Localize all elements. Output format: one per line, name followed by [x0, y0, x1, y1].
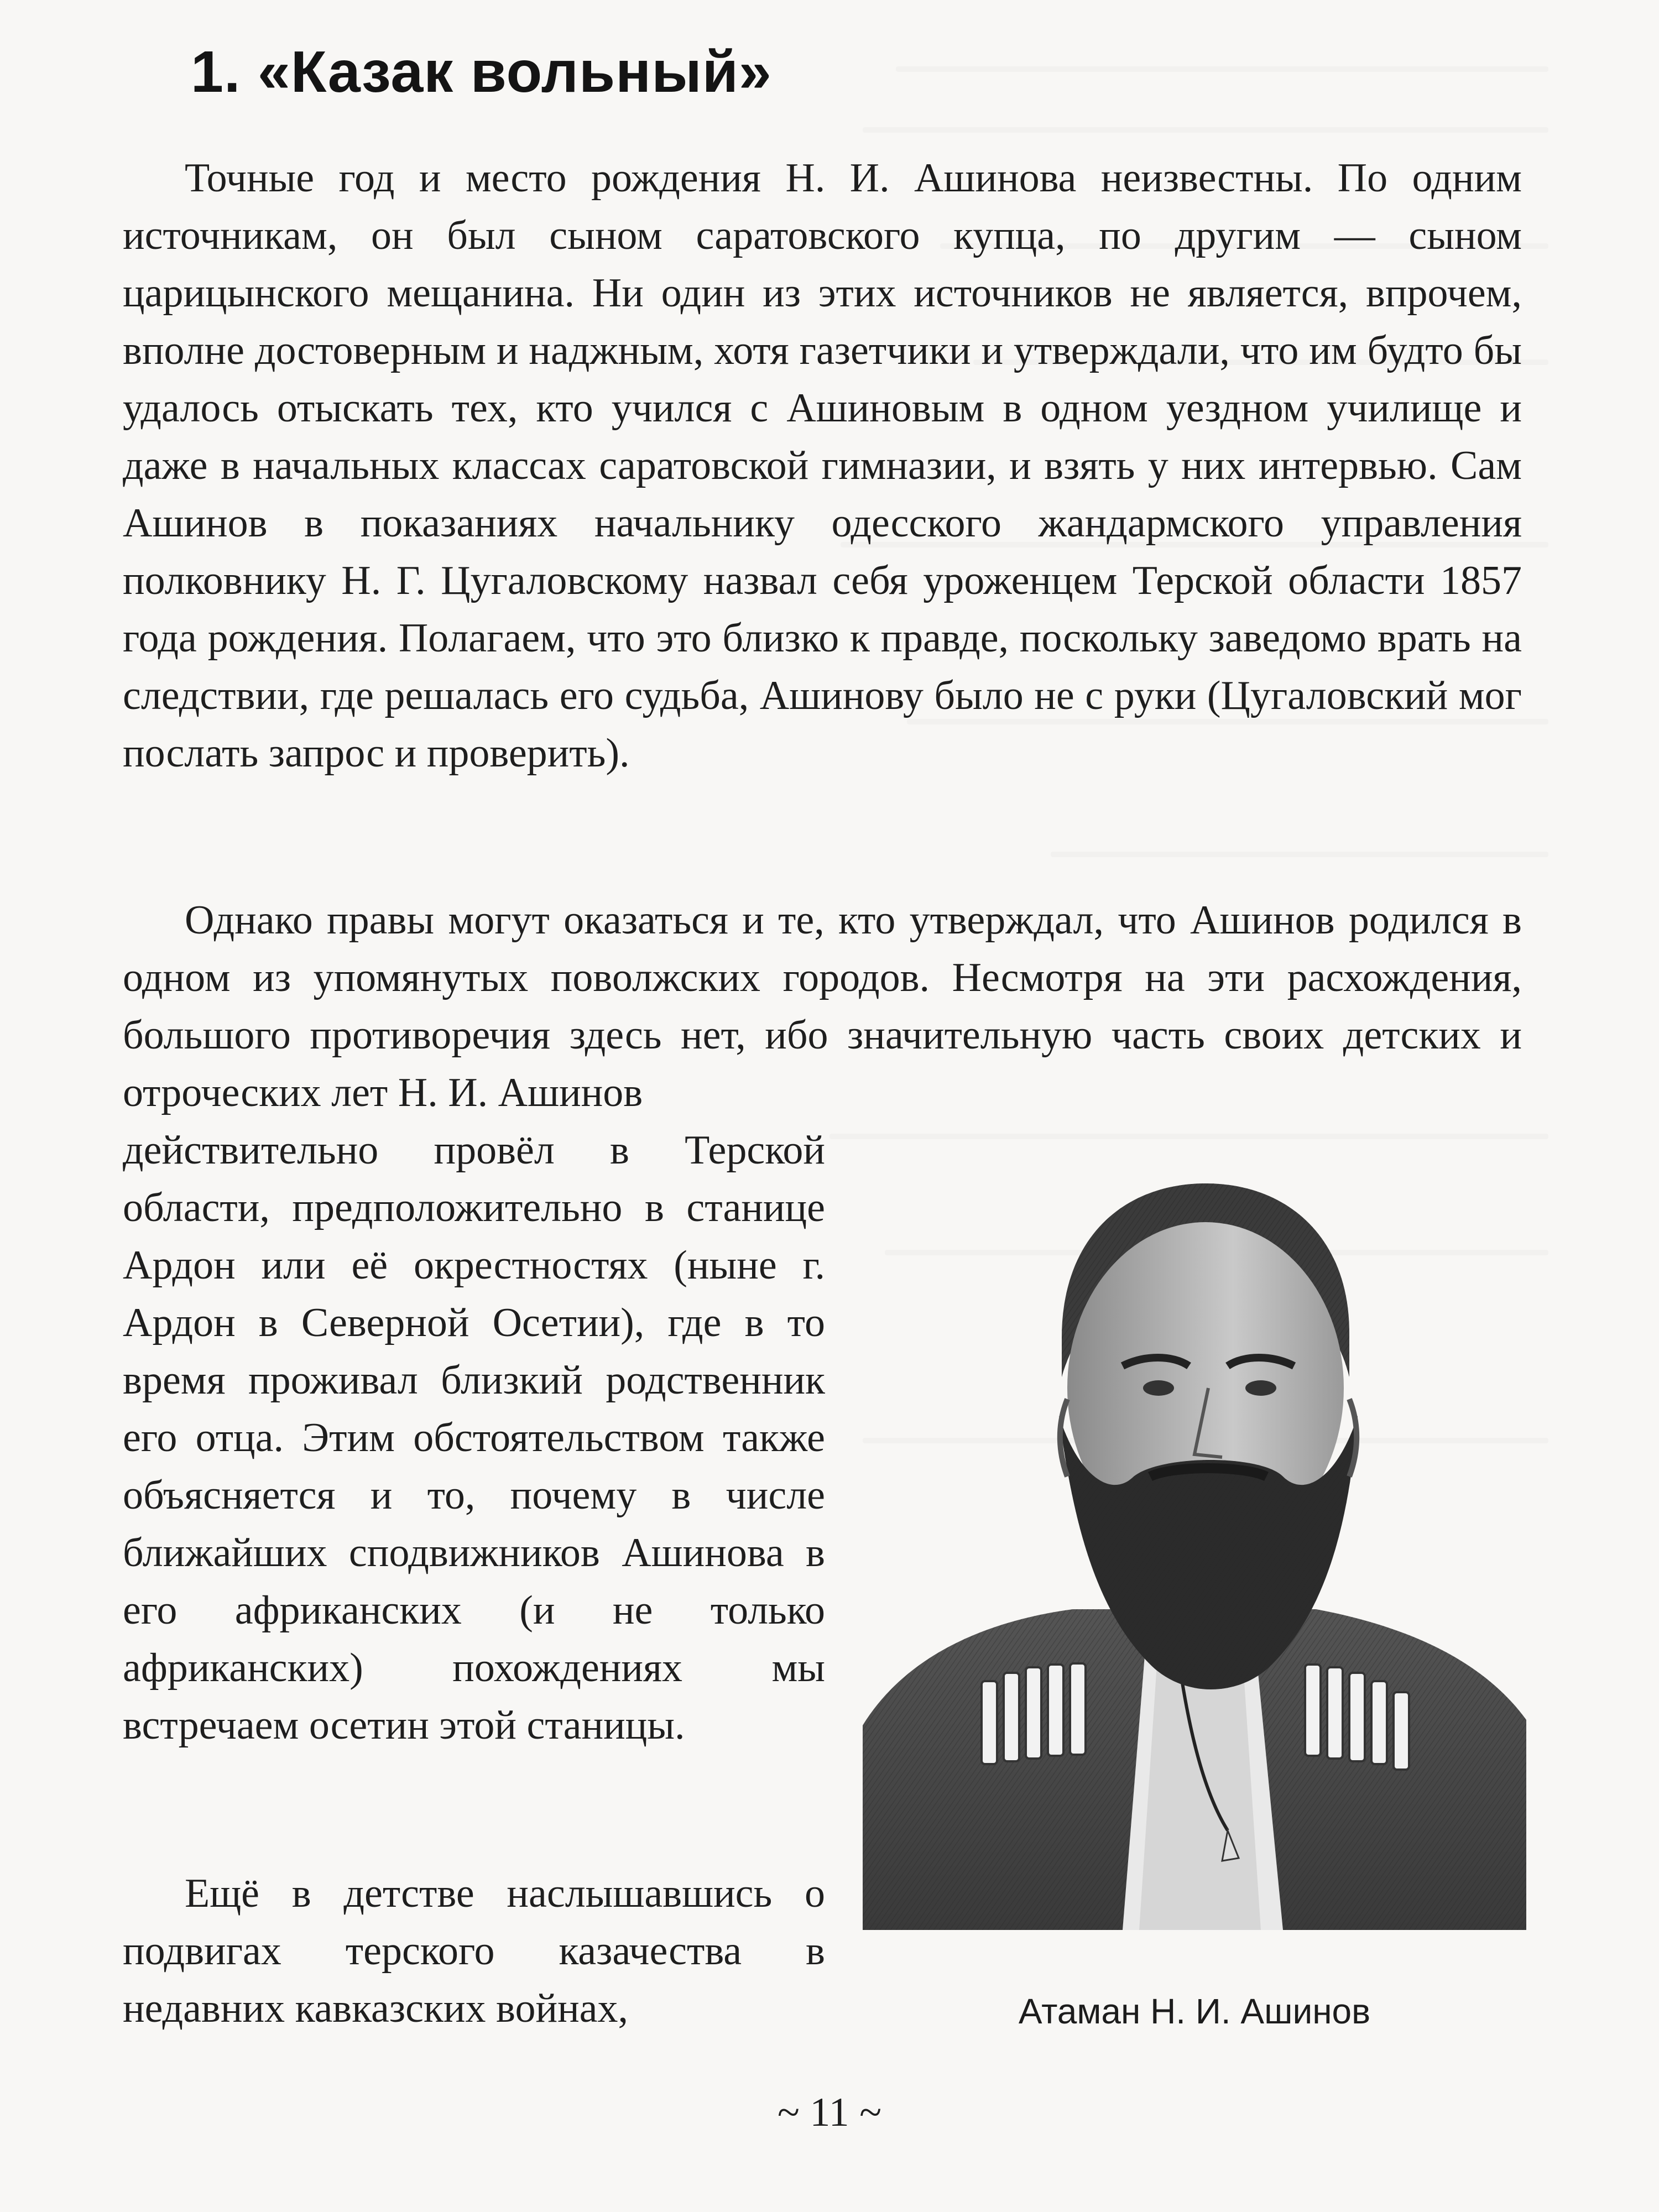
paragraph-1: [123, 149, 1522, 782]
paragraph-3-text: Ещё в детстве наслышавшись о подвигах терского казачества в недавних кавказских войнах,: [123, 1871, 825, 2031]
paragraph-1-text: Точные год и место рождения Н. И. Ашинова неизвестны. По одним источникам, он был сыном саратовского купца, по другим — сыном царицынского мещанина. Ни один из этих источников не является, впрочем, вполне достоверным и наджным, хотя газетчики и утверждали, что им будто бы удалось отыскать тех, кто учился с Ашиновым в одном уездном училище и даже в начальных классах саратовской гимназии, и взять у них интервью. Сам Ашинов в показаниях начальнику одесского жандармского управления полковнику Н. Г. Цугаловскому назвал себя уроженцем Терской области 1857 года рождения. Полагаем, что это близко к правде, поскольку заведомо врать на следствии, где решалась его судьба, Ашинову было не с руки (Цугаловский мог послать запрос и проверить).: [123, 155, 1522, 776]
paragraph-2-narrow-text: действительно провёл в Терской области, предположительно в станице Ардон или её окрестностях (ныне г. Ардон в Северной Осетии), где в то время проживал близкий родственник его отца. Этим обстоятельством также объясняется и то, почему в числе ближайших сподвижников Ашинова в его африканских (и не только африканских) похождениях мы встречаем осетин этой станицы.: [123, 1128, 825, 1748]
paragraph-2-narrow: [123, 1121, 825, 1754]
portrait-illustration: [863, 1167, 1526, 1930]
paragraph-2-wide-text: Однако правы могут оказаться и те, кто утверждал, что Ашинов родился в одном из упомянутых поволжских городов. Несмотря на эти расхождения, большого противоречия здесь нет, ибо значительную часть своих детских и отроческих лет Н. И. Ашинов: [123, 898, 1522, 1115]
page-number: ~ 11 ~: [777, 2090, 882, 2135]
chapter-heading: 1. «Казак вольный»: [191, 39, 772, 105]
paragraph-2-wide: [123, 891, 1522, 1121]
paragraph-3: [123, 1865, 825, 2037]
portrait-caption: Атаман Н. И. Ашинов: [1018, 1991, 1371, 2031]
portrait-engraving: [863, 1167, 1526, 1930]
